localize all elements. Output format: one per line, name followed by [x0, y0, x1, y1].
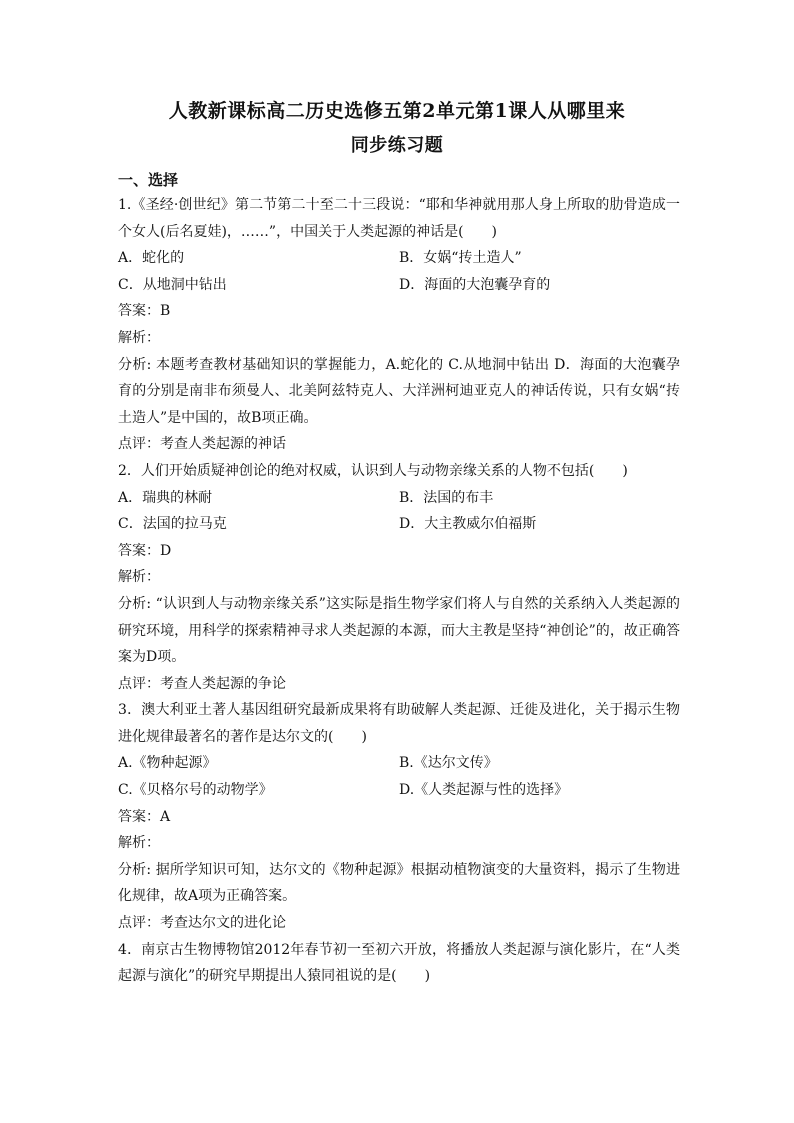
- option-c: C．法国的拉马克: [118, 516, 227, 533]
- question-list: [118, 192, 680, 990]
- comment-line: 点评：考查达尔文的进化论: [118, 915, 286, 932]
- option-d: D．海面的大泡囊孕育的: [399, 276, 551, 293]
- options-row: [118, 777, 680, 804]
- option-c: C．从地洞中钻出: [118, 276, 227, 293]
- answer-line: 答案：D: [118, 542, 172, 559]
- question-stem: 1.《圣经·创世纪》第二节第二十至二十三段说：“耶和华神就用那人身上所取的肋骨造成一个女人(后名夏娃)，……”，中国关于人类起源的神话是( ): [118, 197, 680, 240]
- options-row: [118, 511, 680, 538]
- option-a: A.《物种起源》: [118, 755, 217, 772]
- analysis-text: 分析: “认识到人与动物亲缘关系”这实际是指生物学家们将人与自然的关系纳入人类起源的研究环境，用科学的探索精神寻求人类起源的本源，而大主教是坚持“神创论”的，故正确答案为D项。: [118, 595, 680, 666]
- option-b: B．女娲“抟土造人”: [399, 250, 522, 267]
- explanation-label: 解析：: [118, 835, 160, 852]
- option-a: A．蛇化的: [118, 250, 185, 267]
- options-row: [118, 272, 680, 299]
- section-heading: 一、选择: [118, 171, 179, 189]
- option-a: A．瑞典的林耐: [118, 489, 213, 506]
- option-d: D.《人类起源与性的选择》: [399, 782, 569, 799]
- option-b: B.《达尔文传》: [399, 755, 498, 772]
- question-3: [118, 697, 680, 936]
- answer-line: 答案：B: [118, 303, 171, 320]
- document-title: 人教新课标高二历史选修五第2单元第1课人从哪里来: [168, 100, 626, 122]
- options-row: [118, 750, 680, 777]
- options-row: [118, 245, 680, 272]
- explanation-label: 解析：: [118, 569, 160, 586]
- question-2: [118, 458, 680, 697]
- analysis-text: 分析: 据所学知识可知，达尔文的《物种起源》根据动植物演变的大量资料，揭示了生物进化规律，故A项为正确答案。: [118, 861, 680, 905]
- analysis-text: 分析: 本题考查教材基础知识的掌握能力，A.蛇化的 C.从地洞中钻出 D．海面的大泡囊孕育的分别是南非布须曼人、北美阿兹特克人、大洋洲柯迪亚克人的神话传说，只有女娲“抟土造人”是中国的，故B项正确。: [118, 356, 680, 426]
- question-1: [118, 192, 680, 458]
- document-subtitle: 同步练习题: [350, 135, 444, 156]
- answer-line: 答案：A: [118, 808, 171, 825]
- options-row: [118, 485, 680, 512]
- option-c: C.《贝格尔号的动物学》: [118, 782, 273, 799]
- question-stem: 3．澳大利亚土著人基因组研究最新成果将有助破解人类起源、迁徙及进化，关于揭示生物进化规律最著名的著作是达尔文的( ): [118, 702, 680, 745]
- question-stem: 2．人们开始质疑神创论的绝对权威，认识到人与动物亲缘关系的人物不包括( ): [118, 462, 628, 479]
- option-b: B．法国的布丰: [399, 489, 494, 506]
- comment-line: 点评：考查人类起源的争论: [118, 675, 286, 692]
- explanation-label: 解析：: [118, 329, 160, 346]
- option-d: D．大主教威尔伯福斯: [399, 516, 537, 533]
- question-stem: 4．南京古生物博物馆2012年春节初一至初六开放，将播放人类起源与演化影片，在“人类起源与演化”的研究早期提出人猿同祖说的是( ): [118, 941, 680, 985]
- question-4: [118, 937, 680, 990]
- comment-line: 点评：考查人类起源的神话: [118, 436, 286, 453]
